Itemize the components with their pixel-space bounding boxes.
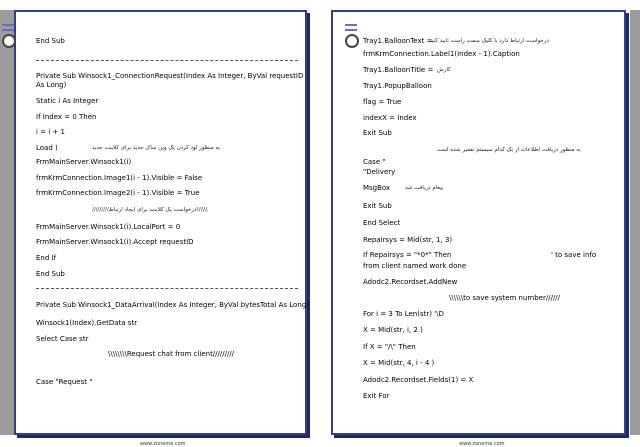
code-line: Adodc2.Recordset.AddNew (363, 278, 458, 286)
binder-icon (345, 24, 359, 58)
code-line: MsgBox (363, 184, 391, 192)
code-line: from client named work done (363, 262, 467, 270)
code-line: Tray1.PopupBalloon (363, 82, 432, 90)
code-line: Load ) (36, 144, 58, 152)
comment-line: پیغام دریافت شد (405, 185, 444, 191)
code-line: i = i + 1 (36, 128, 65, 136)
page-footer: www.zoneme.com (459, 441, 505, 447)
code-line: If Repairsys = "*0*" Then (363, 251, 452, 259)
comment-line: به منظور لود کردن یک وین ساک جدید برای کلاینت جدید (92, 145, 221, 151)
left-page (0, 0, 315, 447)
code-line: Exit For (363, 392, 390, 400)
code-line: As Long) (36, 81, 67, 89)
code-line: Adodc2.Recordset.Fields(1) = X (363, 376, 474, 384)
right-page (325, 0, 640, 447)
comment-line: کارش (437, 67, 451, 73)
code-line: FrmMainServer.Winsock1(i) (36, 158, 132, 166)
code-line: frmKrmConnection.Image1(i - 1).Visible = False (36, 174, 203, 182)
code-line: flag = True (363, 98, 402, 106)
comment-line: \\\\\\درخواست یک کلاینت برای ایجاد ارتباط///////// (92, 207, 208, 213)
code-line: Select Case str (36, 335, 89, 343)
code-line: Private Sub Winsock1_DataArrival(Index As Integer, ByVal bytesTotal As Long) (36, 301, 309, 309)
code-line: Exit Sub (363, 202, 392, 210)
comment-line: ' to save info (551, 251, 597, 259)
divider (36, 60, 298, 61)
code-line: If X = "/\" Then (363, 343, 416, 351)
code-line: FrmMainServer.Winsock1(i).LocalPort = 0 (36, 223, 181, 231)
code-line: Static i As Integer (36, 97, 99, 105)
code-line: Private Sub Winsock1_ConnectionRequest(Index As Integer, ByVal requestID (36, 72, 304, 80)
code-line: End Select (363, 219, 401, 227)
code-line: frmKrmConnection.Label1(Index - 1).Caption (363, 50, 520, 58)
page-footer: www.zoneme.com (140, 441, 186, 447)
code-line: Repairsys = Mid(str, 1, 3) (363, 236, 453, 244)
comment-line: درخواست ارتباط دارد با کلیک سمت راست تایید کنید (429, 38, 549, 44)
code-line: End If (36, 254, 57, 262)
divider (36, 288, 298, 289)
code-line: Tray1.BalloonText = (363, 37, 433, 45)
code-line: indexX = Index (363, 114, 417, 122)
code-line: Winsock1(Index).GetData str (36, 319, 138, 327)
code-line: "Delivery (363, 168, 396, 176)
page-gutter (0, 10, 14, 435)
code-line: Case " (363, 158, 386, 166)
page-gutter (630, 10, 640, 435)
comment-line: \\\\\\\\Request chat from client///////// (108, 350, 235, 358)
code-line: For i = 3 To Len(str) '\D (363, 310, 444, 318)
binder-icon (2, 24, 16, 58)
code-line: FrmMainServer.Winsock1(i).Accept requestID (36, 238, 194, 246)
code-line: Case "Request " (36, 378, 93, 386)
code-line: End Sub (36, 37, 65, 45)
code-line: End Sub (36, 270, 65, 278)
comment-line: به منظور دریافت اطلاعات از یک کدام سیستم تعمیر شده است (437, 147, 581, 153)
comment-line: \\\\\\to save system number////// (449, 294, 561, 302)
code-line: If Index = 0 Then (36, 113, 97, 121)
code-line: Exit Sub (363, 129, 392, 137)
code-line: X = Mid(str, 4, i - 4 ) (363, 359, 435, 367)
code-line: Tray1.BalloonTitle = (363, 66, 434, 74)
code-line: X = Mid(str, i, 2 ) (363, 326, 423, 334)
code-line: frmKrmConnection.Image2(i - 1).Visible = True (36, 189, 200, 197)
